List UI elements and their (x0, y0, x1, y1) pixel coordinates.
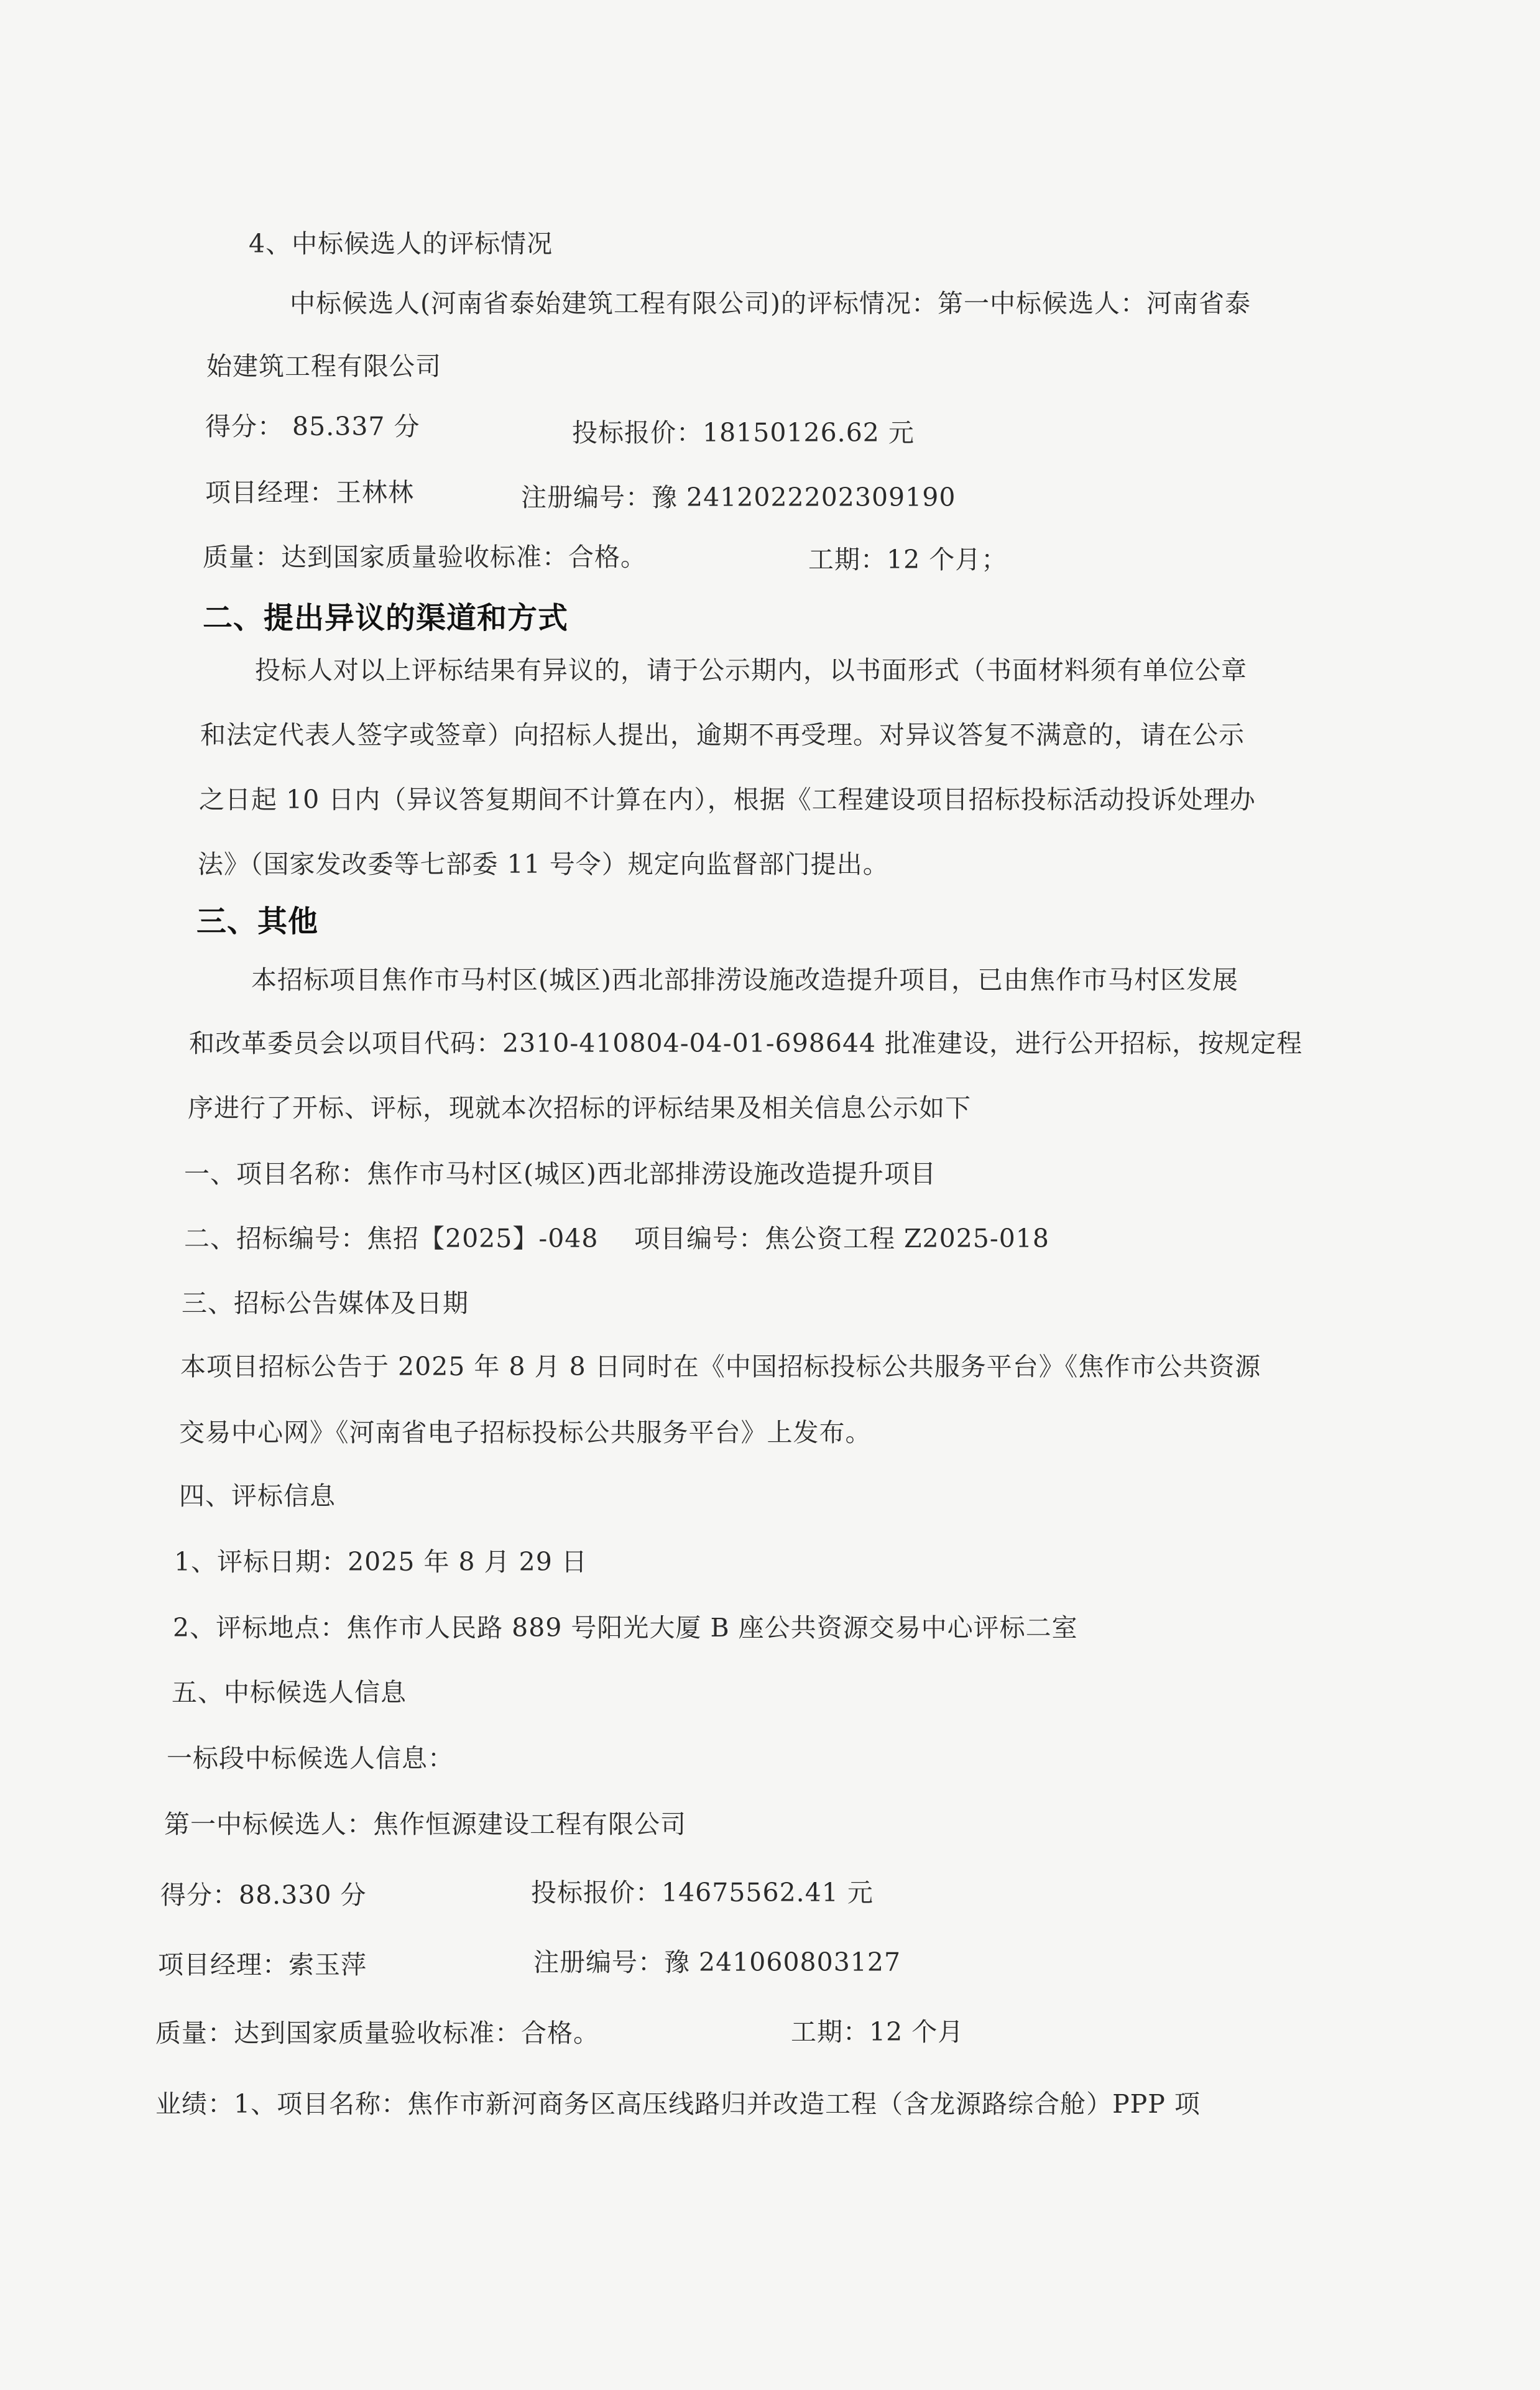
evaluation-place: 2、评标地点：焦作市人民路 889 号阳光大厦 B 座公共资源交易中心评标二室 (173, 1613, 1078, 1643)
candidate-eval-heading: 4、中标候选人的评标情况 (249, 229, 553, 259)
first-candidate-project-manager: 项目经理：索玉萍 (158, 1950, 367, 1980)
evaluation-info-heading: 四、评标信息 (179, 1481, 336, 1511)
first-candidate-construction-period: 工期：12 个月 (791, 2017, 964, 2047)
lot-one-label: 一标段中标候选人信息： (167, 1743, 454, 1773)
candidate-quality: 质量：达到国家质量验收标准：合格。 (203, 542, 647, 572)
other-line-2: 和改革委员会以项目代码：2310-410804-04-01-698644 批准建设，进行公开招标，按规定程 (189, 1028, 1303, 1058)
objection-line-1: 投标人对以上评标结果有异议的，请于公示期内，以书面形式（书面材料须有单位公章 (255, 655, 1247, 685)
candidate-bid-price: 投标报价：18150126.62 元 (572, 418, 915, 448)
objection-line-4: 法》（国家发改委等七部委 11 号令）规定向监督部门提出。 (198, 849, 889, 879)
tender-number: 二、招标编号：焦招【2025】-048 (184, 1224, 599, 1253)
other-heading: 三、其他 (196, 904, 319, 939)
first-candidate-registration-number: 注册编号：豫 241060803127 (533, 1947, 901, 1977)
candidate-registration-number: 注册编号：豫 2412022202309190 (521, 482, 956, 512)
first-candidate-score: 得分：88.330 分 (160, 1880, 367, 1910)
other-line-1: 本招标项目焦作市马村区(城区)西北部排涝设施改造提升项目，已由焦作市马村区发展 (251, 965, 1238, 995)
project-number: 项目编号：焦公资工程 Z2025-018 (634, 1224, 1049, 1253)
candidate-construction-period: 工期：12 个月； (808, 545, 1008, 574)
objection-line-2: 和法定代表人签字或签章）向招标人提出，逾期不再受理。对异议答复不满意的，请在公示 (200, 720, 1245, 750)
announcement-media-line-2: 交易中心网》《河南省电子招标投标公共服务平台》上发布。 (179, 1418, 872, 1447)
objection-heading: 二、提出异议的渠道和方式 (203, 601, 569, 635)
evaluation-date: 1、评标日期：2025 年 8 月 29 日 (174, 1547, 588, 1577)
candidate-score: 得分： 85.337 分 (205, 412, 420, 441)
candidate-project-manager: 项目经理：王林林 (205, 478, 414, 507)
announcement-media-line-1: 本项目招标公告于 2025 年 8 月 8 日同时在《中国招标投标公共服务平台》《焦作市公共资源 (180, 1352, 1261, 1382)
first-candidate-quality: 质量：达到国家质量验收标准：合格。 (155, 2018, 599, 2048)
project-name: 一、项目名称：焦作市马村区(城区)西北部排涝设施改造提升项目 (184, 1159, 936, 1189)
objection-line-3: 之日起 10 日内（异议答复期间不计算在内），根据《工程建设项目招标投标活动投诉处理办 (199, 785, 1256, 814)
first-candidate-bid-price: 投标报价：14675562.41 元 (531, 1878, 874, 1908)
first-candidate-performance: 业绩：1、项目名称：焦作市新河商务区高压线路归并改造工程（含龙源路综合舱）PPP 项 (155, 2089, 1201, 2119)
announcement-media-heading: 三、招标公告媒体及日期 (182, 1288, 469, 1318)
candidate-info-heading: 五、中标候选人信息 (172, 1677, 407, 1707)
other-line-3: 序进行了开标、评标，现就本次招标的评标结果及相关信息公示如下 (188, 1093, 971, 1123)
candidate-eval-intro-line-1: 中标候选人(河南省泰始建筑工程有限公司)的评标情况：第一中标候选人：河南省泰 (290, 288, 1251, 318)
first-candidate: 第一中标候选人：焦作恒源建设工程有限公司 (164, 1809, 686, 1839)
candidate-eval-intro-line-2: 始建筑工程有限公司 (206, 351, 441, 381)
